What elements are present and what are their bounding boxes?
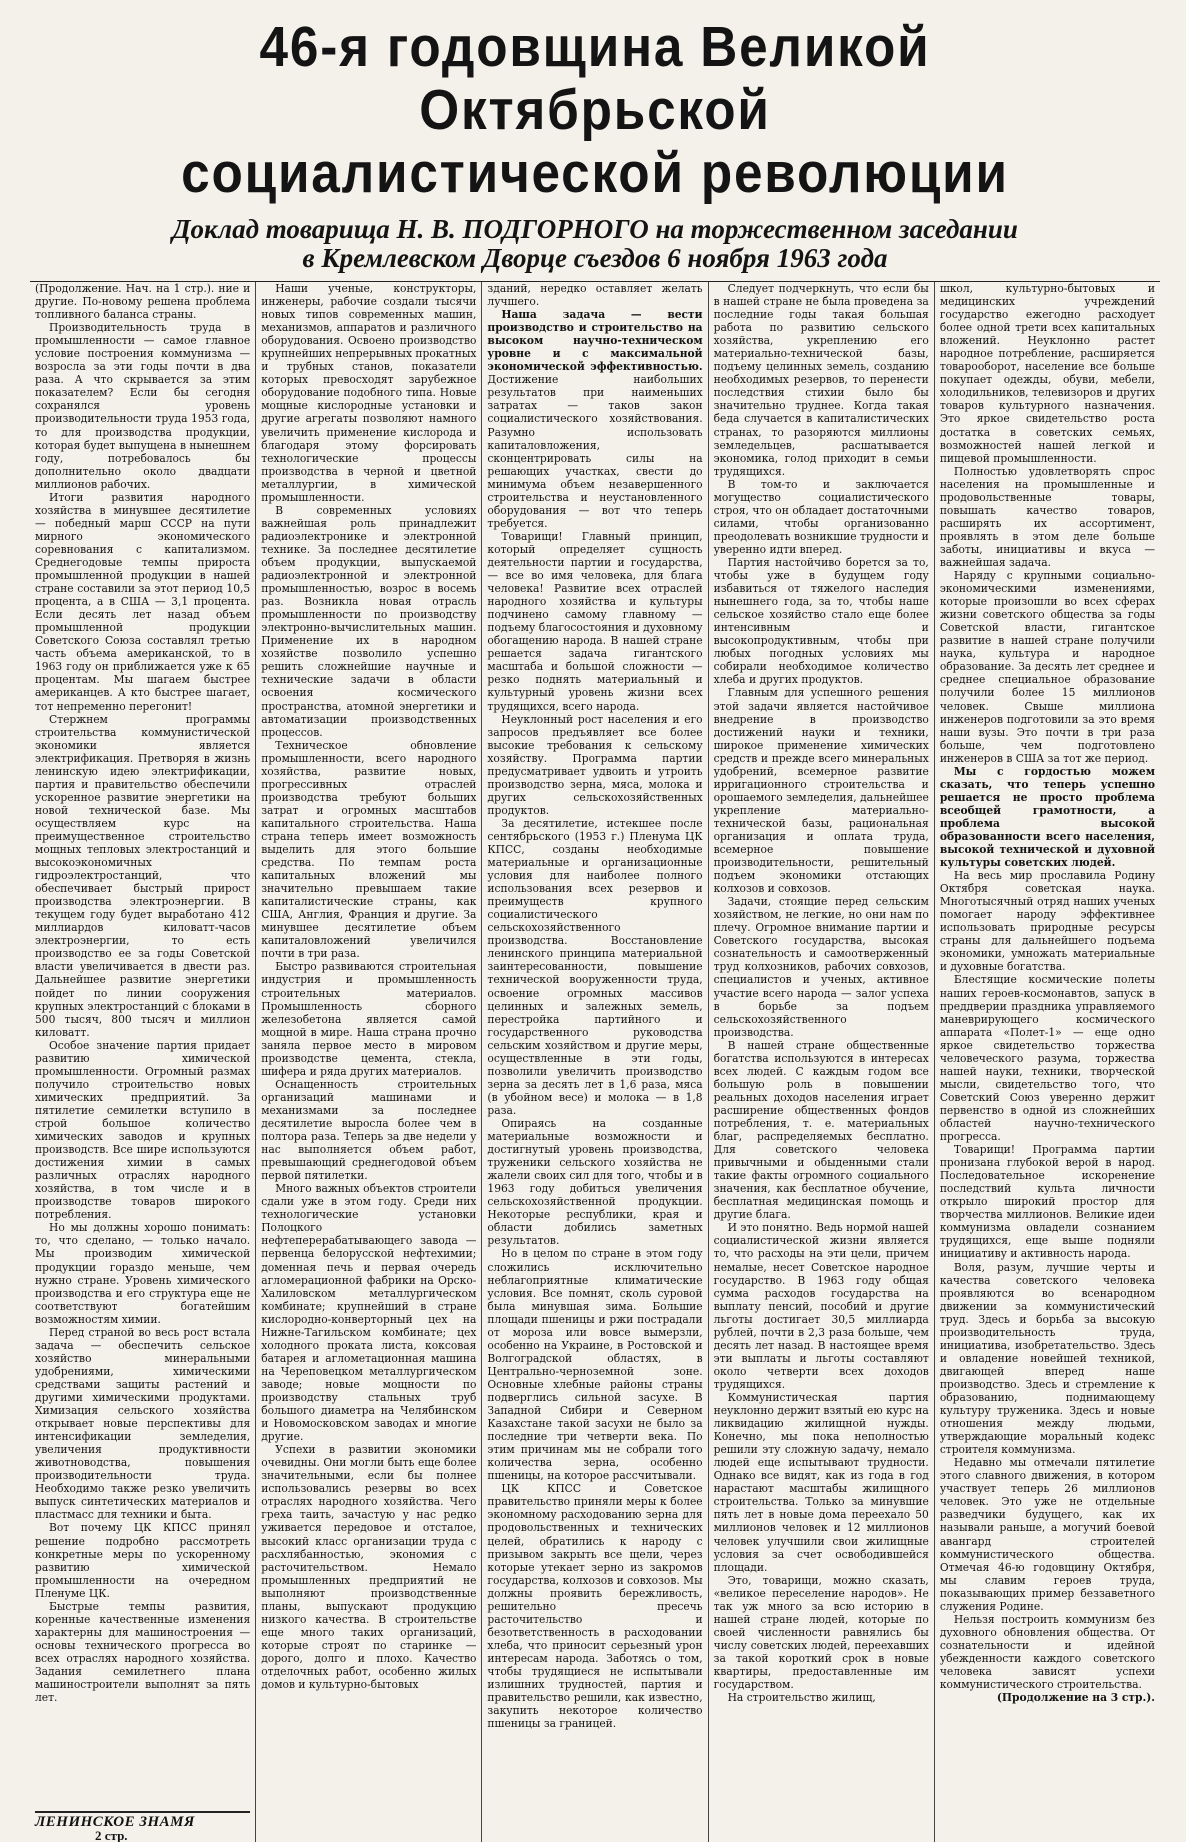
article-paragraph: ЦК КПСС и Советское правительство приняли меры к более экономному расходованию зерна для продовольственных и технических целей, обратились к народу с призывом закрыть все щели, через которые утекает зерно из закромов государства, колхозов и совхозов. Мы должны проявить бережливость, решительно пресечь расточительство и безответственность в расходовании хлеба, что приносит серьезный урон интересам народа. Заботясь о том, чтобы трудящиеся не испытывали излишних трудностей, партия и правительство решили, как известно, закупить некоторое количество пшеницы за границей.	[487, 1482, 703, 1731]
article-paragraph: Но мы должны хорошо понимать: то, что сделано, — только начало. Мы производим химической продукции гораздо меньше, чем нужно стране. Уровень химического производства и его структура еще не соответствуют богатейшим возможностям химии.	[35, 1221, 251, 1326]
article-column-2	[256, 282, 482, 1842]
article-paragraph: Быстро развиваются строительная индустрия и промышленность строительных материалов. Промышленность сборного железобетона является самой мощной в мире. Наша страна прочно заняла первое место в мировом производстве цемента, стекла, шифера и ряда других материалов.	[261, 960, 477, 1078]
article-paragraph: В нашей стране общественные богатства используются в интересах всех людей. С каждым годом все большую роль в повышении реальных доходов населения играет расширение общественных фондов потребления, т. е. материальных благ, распределяемых бесплатно. Для советского человека привычными и обыденными стали такие факты огромного социального значения, как бесплатное обучение, бесплатная медицинская помощь и другие блага.	[713, 1038, 929, 1222]
article-paragraph: И это понятно. Ведь нормой нашей социалистической жизни является то, что расходы на эти цели, причем немалые, несет Советское народное государство. В 1963 году общая сумма расходов государства на выплату пенсий, пособий и другие льготы достигает 30,5 миллиарда рублей, почти в 2,3 раза больше, чем десять лет назад. В настоящее время эти выплаты и льготы составляют около четверти всех доходов трудящихся.	[713, 1221, 929, 1391]
article-paragraph: (Продолжение. Нач. на 1 стр.). ние и другие. По-новому решена проблема топливного баланса страны.	[35, 282, 251, 322]
article-paragraph: Воля, разум, лучшие черты и качества советского человека проявляются во всенародном движении за коммунистический труд. Здесь и борьба за высокую производительность труда, инициатива, изобретательство. Здесь и овладение новейшей техникой, двигающей вперед наше производство. Здесь и стремление к образованию, поднимающему культуру труженика. Здесь и новые отношения между людьми, утверждающие моральный кодекс строителя коммунизма.	[939, 1260, 1156, 1457]
article-paragraph: Это, товарищи, можно сказать, «великое переселение народов». Не так уж много за всю историю в нашей стране людей, которые по своей численности равнялись бы числу советских людей, переехавших за такой короткий срок в новые квартиры, предоставленные им государством.	[713, 1573, 929, 1692]
article-paragraph: Быстрые темпы развития, коренные качественные изменения характерны для машиностроения — основы технического прогресса во всех отраслях народного хозяйства. Задания семилетнего плана машиностроители выполнят за пять лет.	[35, 1599, 251, 1705]
article-paragraph: Главным для успешного решения этой задачи является настойчивое внедрение в производство достижений науки и техники, широкое применение химических средств и прежде всего минеральных удобрений, всемерное развитие ирригационного строительства и орошаемого земледелия, дальнейшее укрепление материально-технической базы, рациональная организация и оплата труда, всемерное повышение производительности, решительный подъем экономики отстающих колхозов и совхозов.	[713, 686, 929, 896]
article-paragraph: зданий, нередко оставляет желать лучшего.	[487, 282, 703, 309]
article-paragraph: Техническое обновление промышленности, всего народного хозяйства, развитие новых, прогрессивных отраслей производства требуют больших затрат и огромных масштабов капитального строительства. Наша страна теперь имеет возможность выделить для этого большие средства. По темпам роста капитальных вложений мы значительно превышаем такие капиталистические страны, как США, Англия, Франция и другие. За минувшее десятилетие объем капиталовложений увеличился почти в три раза.	[261, 738, 477, 961]
article-paragraph: Нельзя построить коммунизм без духовного обновления общества. От сознательности и идейной убежденности каждого советского человека зависят успехи коммунистического строительства.	[939, 1612, 1156, 1692]
article-paragraph: В современных условиях важнейшая роль принадлежит радиоэлектронике и электронной технике. За последнее десятилетие объем продукции, выпускаемой радиоэлектронной и электронной промышленностью, возрос в восемь раз. Возникла новая отрасль промышленности по производству электронно-вычислительных машин. Применение их в народном хозяйстве позволило успешно решить сложнейшие научные и технические задачи в области освоения космического пространства, атомной энергетики и автоматизации производственных процессов.	[261, 503, 477, 739]
newspaper-footer	[35, 1811, 250, 1842]
article-paragraph: Задачи, стоящие перед сельским хозяйством, не легкие, но они нам по плечу. Огромное внимание партии и Советского государства, высокая сознательность и самоотверженный труд колхозников, рабочих совхозов, специалистов и ученых, активное участие всего народа — залог успеха в борьбе за подъем сельскохозяйственного производства.	[713, 895, 929, 1039]
article-paragraph: Товарищи! Программа партии пронизана глубокой верой в народ. Последовательное искоренение последствий культа личности открыло широкий простор для творчества миллионов. Великие идеи коммунизма овладели сознанием трудящихся, еще выше подняли инициативу и активность народа.	[939, 1143, 1156, 1261]
headline-line-2: социалистической революции	[181, 141, 1009, 205]
article-paragraph	[487, 308, 702, 530]
article-paragraph: Особое значение партия придает развитию химической промышленности. Огромный размах получило строительство новых химических предприятий. За пятилетие семилетки вступило в строй большое количество химических заводов и крупных производств. Все шире используются достижения химии в самых различных отраслях народного хозяйства, в том числе и в производстве товаров широкого потребления.	[35, 1038, 251, 1222]
article-paragraph: На весь мир прославила Родину Октября советская наука. Многотысячный отряд наших ученых помогает народу эффективнее использовать природные ресурсы страны для дальнейшего подъема экономики, умножать материальные и духовные богатства.	[939, 869, 1156, 974]
subheadline-line-2: в Кремлевском Дворце съездов 6 ноября 1963 года	[302, 243, 888, 273]
article-paragraph: Опираясь на созданные материальные возможности и достигнутый уровень производства, труженики сельского хозяйства не жалели своих сил для того, чтобы и в 1963 году добиться увеличения сельскохозяйственной продукции. Некоторые республики, края и области добились заметных результатов.	[487, 1117, 703, 1248]
article-columns	[30, 281, 1160, 1842]
article-paragraph	[940, 765, 1155, 869]
article-paragraph: Много важных объектов строители сдали уже в этом году. Среди них технологические установки Полоцкого нефтеперерабатывающего завода — первенца белорусской нефтехимии; доменная печь и первая очередь агломерационной фабрики на Орско-Халиловском металлургическом комбинате; крупнейший в стране кислородно-конверторный цех на Нижне-Тагильском комбинате; цех холодного проката листа, коксовая батарея и аглометационная машина на Череповецком металлургическом заводе; новые мощности по производству стальных труб большого диаметра на Челябинском и Новомосковском заводах и многие другие.	[261, 1182, 477, 1444]
subheadline	[30, 215, 1160, 273]
article-paragraph: Наряду с крупными социально-экономическими изменениями, которые произошли во всех сферах жизни советского общества за годы Советской власти, гигантское развитие в нашей стране получили наука, культура и народное образование. За десять лет среднее и среднее специальное образование получили более 15 миллионов человек. Свыше миллиона инженеров подготовили за это время наши вузы. Это почти в три раза больше, чем подготовлено инженеров в США за тот же период.	[939, 569, 1156, 765]
headline-line-1: 46-я годовщина Великой Октябрьской	[259, 15, 931, 142]
article-paragraph: Партия настойчиво борется за то, чтобы уже в будущем году избавиться от тяжелого наследия нынешнего года, за то, чтобы наше сельское хозяйство стало еще более интенсивным и высокопродуктивным, чтобы при любых погодных условиях мы собирали необходимое количество хлеба и других продуктов.	[713, 555, 929, 687]
article-paragraph: Оснащенность строительных организаций машинами и механизмами за последнее десятилетие выросла более чем в полтора раза. Теперь за две недели у нас выполняется объем работ, превышающий среднегодовой объем первой пятилетки.	[261, 1077, 477, 1183]
article-paragraph: Коммунистическая партия неуклонно держит взятый ею курс на ликвидацию жилищной нужды. Конечно, мы пока неполностью решили эту сложную задачу, немало людей еще испытывают трудности. Однако все видят, как из года в год нарастают масштабы жилищного строительства. Только за минувшие пять лет в новые дома переехало 50 миллионов человек и 12 миллионов человек улучшили свои жилищные условия за счет освободившейся площади.	[713, 1390, 929, 1574]
article-paragraph: (Продолжение на 3 стр.).	[996, 1691, 1156, 1705]
article-paragraph: Но в целом по стране в этом году сложились исключительно неблагоприятные климатические условия. Все помнят, сколь суровой была минувшая зима. Большие площади пшеницы и ржи пострадали от мороза или вовсе вымерзли, особенно на Украине, в Ростовской и Волгоградской областях, в Центрально-черноземной зоне. Основные хлебные районы страны подверглись сильной засухе. В Западной Сибири и Северном Казахстане такой засухи не было за последние три четверти века. По этим причинам мы не собрали того количества зерна, особенно пшеницы, на которое рассчитывали.	[487, 1247, 703, 1483]
subheadline-line-1: Доклад товарища Н. В. ПОДГОРНОГО на торжественном заседании	[172, 214, 1018, 244]
article-paragraph: Товарищи! Главный принцип, который определяет сущность деятельности партии и государства, — все во имя человека, для блага человека! Развитие всех отраслей народного хозяйства и культуры подчинено самому главному — подъему благосостояния и духовному обогащению народа. В нашей стране решается задача гигантского масштаба и большой сложности — резко поднять материальный и культурный уровень жизни всех трудящихся, всего народа.	[487, 529, 703, 713]
article-paragraph: школ, культурно-бытовых и медицинских учреждений государство ежегодно расходует более одной трети всех капитальных вложений. Неуклонно растет народное потребление, расширяется товарооборот, население все больше покупает одежды, обуви, мебели, холодильников, телевизоров и других товаров культурного назначения. Это яркое свидетельство роста достатка в советских семьях, возможностей нашей легкой и пищевой промышленности.	[939, 282, 1156, 465]
article-text: Достижение наибольших результатов при наименьших затратах — таков закон социалистического хозяйствования. Разумно использовать капиталовложения, сконцентрировать силы на решающих участках, свести до минимума объем незавершенного строительства и неустановленного оборудования — вот что теперь требуется.	[487, 373, 703, 530]
article-paragraph: Неуклонный рост населения и его запросов предъявляет все более высокие требования к сельскому хозяйству. Программа партии предусматривает удвоить и утроить производство зерна, мяса, молока и других сельскохозяйственных продуктов.	[487, 712, 703, 817]
article-paragraph: Перед страной во весь рост встала задача — обеспечить сельское хозяйство минеральными удобрениями, химическими средствами защиты растений и другими химическими продуктами. Химизация сельского хозяйства открывает новые перспективы для интенсификации земледелия, увеличения продуктивности животноводства, повышения производительности труда. Необходимо также резко увеличить выпуск синтетических материалов и пластмасс для техники и быта.	[35, 1325, 251, 1522]
article-column-4	[709, 282, 935, 1842]
article-paragraph: Недавно мы отмечали пятилетие этого славного движения, в котором участвует теперь 26 миллионов человек. Это уже не отдельные разведчики будущего, как их называли раньше, а могучий боевой авангард строителей коммунистического общества. Отмечая 46-ю годовщину Октября, мы славим героев труда, показывающих пример беззаветного служения Родине.	[939, 1456, 1156, 1613]
article-emphasis: Мы с гордостью можем сказать, что теперь успешно решается не просто проблема всеобщей грамотности, а проблема высокой образованности всего населения, высокой технической и духовной культуры советских людей.	[939, 764, 1156, 870]
article-paragraph: Полностью удовлетворять спрос населения на промышленные и продовольственные товары, повышать качество товаров, расширять их ассортимент, проявлять в этом деле больше заботы, инициативы и вкуса — важнейшая задача.	[939, 464, 1156, 569]
article-paragraph: Стержнем программы строительства коммунистической экономики является электрификация. Претворяя в жизнь ленинскую идею электрификации, партия и правительство обеспечили ускоренное развитие энергетики на новой технической базе. Мы осуществляем курс на преимущественное строительство мощных тепловых электростанций и высокоэкономичных гидроэлектростанций, что обеспечивает быстрый прирост производства электроэнергии. В текущем году будет выработано 412 миллиардов киловатт-часов электроэнергии, то есть производство ее за годы Советской власти увеличивается в двести раз. Дальнейшее развитие энергетики пойдет по линии сооружения крупных электростанций с блоками в 500 тысяч, 800 тысяч и миллион киловатт.	[35, 712, 251, 1039]
article-column-5	[935, 282, 1160, 1842]
article-emphasis: Наша задача — вести производство и строительство на высоком научно-техническом уровне и с максимальной экономической эффективностью.	[487, 308, 703, 374]
article-paragraph: Вот почему ЦК КПСС принял решение подробно рассмотреть конкретные меры по ускоренному развитию химической промышленности на очередном Пленуме ЦК.	[35, 1521, 251, 1600]
newspaper-name: ЛЕНИНСКОЕ ЗНАМЯ	[35, 1813, 195, 1830]
article-paragraph: В том-то и заключается могущество социалистического строя, что он обладает достаточными силами, чтобы организованно преодолевать возникшие трудности и уверенно идти вперед.	[713, 477, 929, 556]
article-paragraph: Производительность труда в промышленности — самое главное условие построения коммунизма — возросла за эти годы почти в два раза. А что скрывается за этим показателем? Если бы сегодня сохранялся уровень производительности труда 1953 года, то для производства продукции, которая будет выпущена в нынешнем году, потребовалось бы дополнительно около двадцати миллионов рабочих.	[35, 321, 251, 491]
article-column-1	[30, 282, 256, 1842]
article-paragraph: Наши ученые, конструкторы, инженеры, рабочие создали тысячи новых типов современных машин, механизмов, аппаратов и различного оборудования. Освоено производство крупнейших непрерывных прокатных и трубных станов, показатели которых превосходят зарубежное оборудование подобного типа. Новые мощные кислородные установки и другие агрегаты позволяют намного увеличить применение кислорода и благодаря этому форсировать технологические процессы производства в черной и цветной металлургии, в химической промышленности.	[261, 282, 477, 504]
article-paragraph: Блестящие космические полеты наших героев-космонавтов, запуск в преддверии праздника управляемого маневрирующего космического аппарата «Полет-1» — еще одно яркое свидетельство торжества человеческого разума, торжества нашей науки, техники, творческой мысли, свидетельство того, что Советский Союз уверенно держит первенство в одной из сложнейших областей научно-технического прогресса.	[939, 973, 1156, 1144]
article-column-3	[482, 282, 708, 1842]
article-paragraph: Итоги развития народного хозяйства в минувшее десятилетие — победный марш СССР на пути мирного экономического соревнования с капитализмом. Среднегодовые темпы прироста промышленной продукции в нашей стране составили за этот период 10,5 процента, а в США — 3,1 процента. Если десять лет назад объем промышленной продукции Советского Союза составлял третью часть объема американской, то в 1963 году он приближается уже к 65 процентам. Мы шагаем быстрее американцев. А кто быстрее шагает, тот непременно перегонит!	[35, 490, 251, 713]
article-paragraph: На строительство жилищ,	[727, 1691, 876, 1705]
article-paragraph: За десятилетие, истекшее после сентябрьского (1953 г.) Пленума ЦК КПСС, созданы необходимые материальные и организационные условия для наиболее полного использования всех резервов и преимуществ крупного социалистического сельскохозяйственного производства. Восстановление ленинского принципа материальной заинтересованности, повышение технической вооруженности труда, освоение огромных массивов целинных и залежных земель, перестройка партийного и государственного руководства сельским хозяйством и другие меры, осуществленные в эти годы, позволили увеличить производство зерна за десять лет в 1,6 раза, мяса (в убойном весе) и молока — в 1,8 раза.	[487, 816, 703, 1117]
article-paragraph: Успехи в развитии экономики очевидны. Они могли быть еще более значительными, если бы полнее использовались резервы во всех отраслях народного хозяйства. Чего греха таить, зачастую у нас редко уживается передовое и отсталое, высокий класс организации труда с расхлябанностью, экономия с расточительством. Немало промышленных предприятий не выполняют производственные планы, выпускают продукцию низкого качества. В строительстве еще много таких организаций, которые строят по старинке — дорого, долго и плохо. Качество отделочных работ, особенно жилых домов и культурно-бытовых	[261, 1443, 477, 1692]
headline	[87, 16, 1104, 205]
page-number: 2 стр.	[95, 1827, 128, 1842]
article-paragraph: Следует подчеркнуть, что если бы в нашей стране не была проведена за последние годы такая большая работа по развитию сельского хозяйства, укреплению его материально-технической базы, подъему целинных земель, созданию необходимых резервов, то перенести последствия стихии было бы значительно труднее. Когда такая беда случается в капиталистических странах, то разоряются миллионы земледельцев, расшатывается экономика, голод приходит в семьи трудящихся.	[713, 282, 929, 478]
